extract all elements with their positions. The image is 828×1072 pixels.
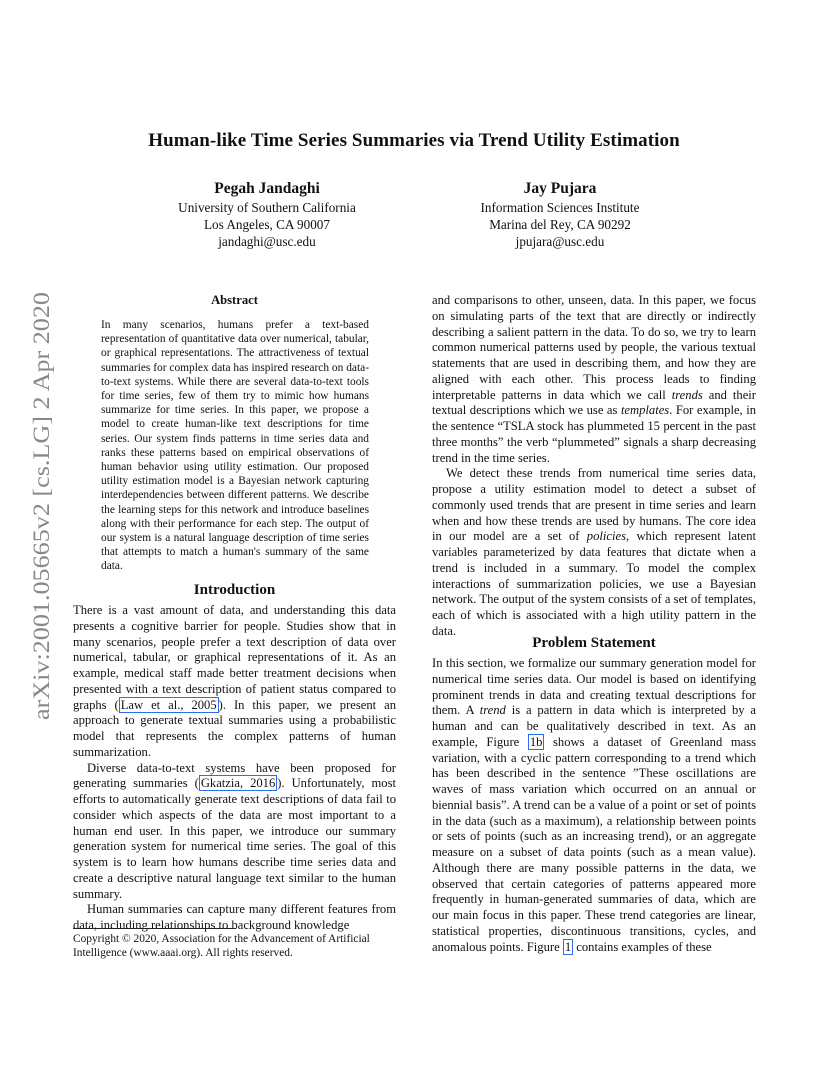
author-affiliation: Information Sciences Institute [480,200,640,215]
author-name: Jay Pujara [523,180,597,197]
right-paragraph-2 [432,466,756,639]
arxiv-identifier-text: arXiv:2001.05665v2 [cs.LG] 2 Apr 2020 [29,343,54,720]
text-run: ). Unfortunately, most efforts to automatically generate text descriptions of data fail to consider which aspects of the data are most important to a human end user. In this paper, we introduce our summary generation system for numerical time series. The goal of this system is to learn how humans describe time series data and create a descriptive natural language text similar to the human summary. [73,776,396,901]
author-name: Pegah Jandaghi [214,180,320,197]
text-run: , which represent latent variables parameterized by data features that dictate when a trend is included in a summary. To model the complex interactions of summarization policies, we use a Bayesian network. The output of the system consists of a set of templates, each of which is associated with a high utility pattern in the data. [432,529,756,638]
figure-reference-link[interactable]: 1 [564,939,572,954]
citation-link[interactable]: Gkatzia, 2016 [200,776,276,791]
text-run: We detect these trends from numerical time series data, propose a utility estimation model to detect a subset of commonly used trends that are present in time series and learn when and how these trends are used by humans. The core idea in our model are a set of [432,466,756,544]
italic-term: policies [586,529,626,544]
problem-paragraph-1 [432,656,756,955]
problem-statement-body [432,656,756,955]
footnote-rule [73,928,236,929]
text-run: shows a dataset of Greenland mass variation, with a cyclic pattern corresponding to a trend which has been described in the sentence ”These oscillations are waves of mass variation which occurred on an annual or biennial basis”. A trend can be a value of a point or set of points in the data (such as a maximum), a relationship between points or sets of points (such as an increasing trend), or an aggregate measure on a subset of data points (such as a mean value). Although there are many possible patterns in the data, we observed that certain categories of patterns appeared more frequently in human-generated summaries of data, which are our main focus in this paper. These trend categories are linear, statistical properties, discontinuous transitions, cycles, and anomalous points. Figure [432,734,757,954]
copyright-footnote: Copyright © 2020, Association for the Advancement of Artificial Intelligence (www.aaai.org). All rights reserved. [73,933,370,960]
citation-link[interactable]: Law et al., 2005 [120,697,217,712]
paper-title: Human-like Time Series Summaries via Trend Utility Estimation [148,130,680,151]
italic-term: trends [671,387,703,402]
introduction-paragraph-1 [73,603,396,761]
introduction-heading: Introduction [193,582,276,598]
italic-term: templates [620,403,670,418]
text-run: and comparisons to other, unseen, data. In this paper, we focus on simulating parts of the text that are directly or indirectly describing a salient pattern in the data. To do so, we try to learn common numerical patterns used by people, the various textual statements that are used in describing them, and how they are aligned with each other. This process leads to finding interpretable patterns in data which we call [432,293,756,402]
author-affiliation: University of Southern California [178,200,356,215]
introduction-paragraph-3: Human summaries can capture many different features from data, including relationships to background knowledge [73,902,396,932]
text-run: and their textual descriptions which we use as [432,387,756,418]
author-email: jandaghi@usc.edu [218,234,316,249]
introduction-paragraph-2 [73,761,396,903]
text-run: ). In this paper, we present an approach to generate textual summaries using a probabilistic model that represents the complex patterns of human summarization. [73,697,396,759]
abstract-heading: Abstract [211,293,258,307]
italic-term: trend [479,703,506,718]
text-run: is a pattern in data which is interpreted by a human and can be qualitatively described in text. As an example, Figure [432,703,756,749]
abstract-text: In many scenarios, humans prefer a text-based representation of quantitative data over numerical, tabular, or graphical representations. The attractiveness of textual summaries for complex data has inspired research on data-to-text systems. While there are several data-to-text tools for time series, few of them try to mimic how humans summarize for time series. In this paper, we propose a model to create human-like text descriptions for time series. Our system finds patterns in time series data and ranks these patterns based on empirical observations of human behavior using utility estimation. Our proposed utility estimation model is a Bayesian network capturing interdependencies between different patterns. We describe the learning steps for this network and introduce baselines along with their performance for each step. The output of our system is a natural language description of time series that attempts to match a human's summary of the same data. [101,319,369,573]
figure-reference-link[interactable]: 1b [529,734,543,749]
text-run: . For example, in the sentence “TSLA stock has plummeted 15 percent in the past three months” the verb “plummeted” signals a sharp decreasing trend in the time series. [432,403,756,465]
author-email: jpujara@usc.edu [515,234,605,249]
text-run: contains examples of these [573,939,712,954]
text-run: Diverse data-to-text systems have been proposed for generating summaries ( [73,760,396,791]
author-block-1 [117,179,417,250]
author-address: Los Angeles, CA 90007 [203,217,330,232]
problem-statement-heading: Problem Statement [532,635,656,651]
author-address: Marina del Rey, CA 90292 [489,217,631,232]
text-run: In this section, we formalize our summary generation model for numerical time series data. Our model is based on identifying prominent trends in data and creating textual descriptions for them. A [432,656,756,718]
author-block-2 [410,179,710,250]
arxiv-identifier-stamp [22,290,58,720]
text-run: There is a vast amount of data, and understanding this data presents a cognitive barrier for people. Studies show that in many scenarios, people prefer a text description of data over numerical, tabular, or graphical representations of it. As an example, medical staff made better treatment decisions when presented with a text description of patient status compared to graphs ( [73,603,396,712]
right-paragraph-1 [432,293,756,466]
introduction-body [73,603,396,934]
right-column-intro [432,293,756,640]
